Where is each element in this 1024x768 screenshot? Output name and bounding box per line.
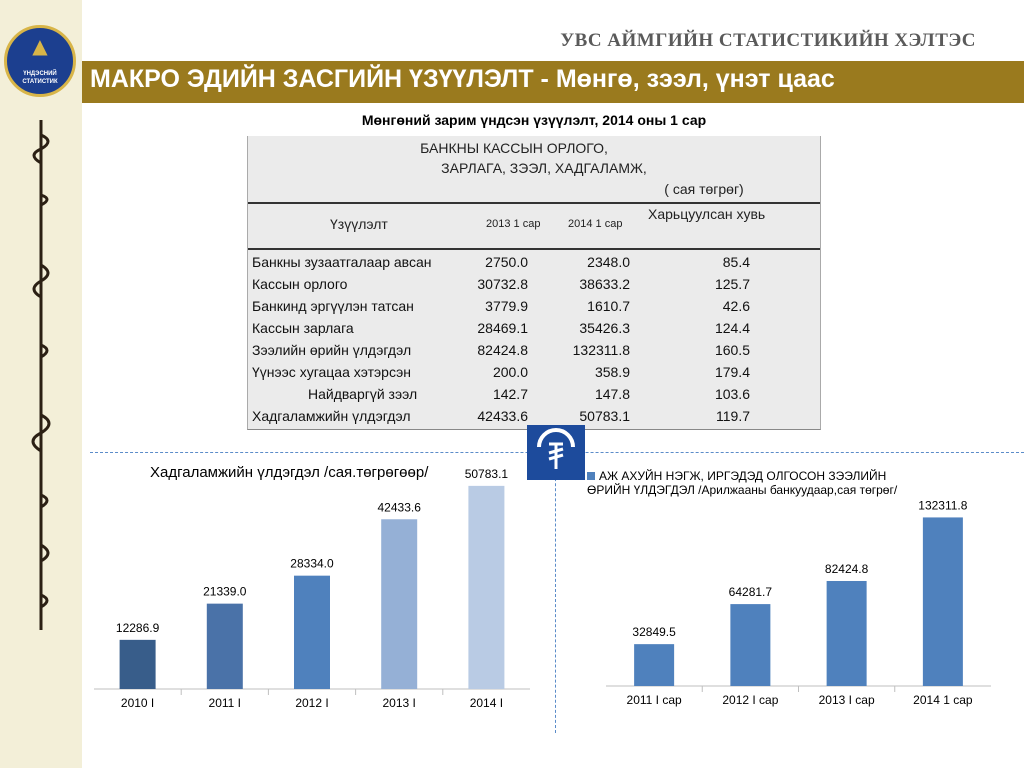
table-row	[248, 318, 820, 340]
row-value-2013: 28469.1	[477, 320, 528, 336]
row-percent: 42.6	[722, 298, 750, 314]
row-value-2013: 42433.6	[477, 408, 528, 424]
bar-0	[634, 644, 674, 686]
row-name: Зээлийн өрийн үлдэгдэл	[252, 342, 412, 358]
category-label-1: 2011 I	[208, 696, 242, 710]
data-label-1: 21339.0	[203, 584, 247, 599]
row-name: Найдваргүй зээл	[308, 386, 418, 402]
category-label-2: 2013 I сар	[818, 693, 875, 707]
category-label-2: 2012 I	[295, 696, 329, 710]
col-header-2014: 2014 1 сар	[568, 218, 623, 230]
bar-4	[468, 486, 504, 689]
data-label-3: 42433.6	[377, 500, 421, 515]
bar-3	[381, 519, 417, 689]
row-percent: 179.4	[714, 364, 750, 380]
category-label-0: 2010 I	[120, 696, 155, 710]
bar-3	[923, 517, 963, 686]
row-name: Кассын орлого	[252, 276, 348, 292]
table-heading-line-3: ( сая төгрөг)	[664, 181, 744, 197]
data-label-4: 50783.1	[464, 466, 509, 481]
logo-text: ҮНДЭСНИЙ СТАТИСТИК	[22, 71, 58, 85]
table-caption: Мөнгөний зарим үндсэн үзүүлэлт, 2014 оны 1 сар	[361, 112, 707, 128]
row-percent: 160.5	[714, 342, 750, 358]
row-name: Банкны зузаатгалаар авсан	[252, 254, 432, 270]
legend-swatch	[587, 472, 595, 480]
row-value-2013: 142.7	[492, 386, 528, 402]
vertical-divider	[555, 453, 556, 733]
money-indicators-table	[247, 136, 821, 430]
row-value-2013: 30732.8	[477, 276, 528, 292]
row-value-2014: 358.9	[594, 364, 630, 380]
row-percent: 103.6	[714, 386, 750, 402]
data-label-3: 132311.8	[918, 498, 968, 513]
row-value-2014: 50783.1	[579, 408, 630, 424]
banner-title: МАКРО ЭДИЙН ЗАСГИЙН ҮЗҮҮЛЭЛТ - Мөнгө, зээл, үнэт цаас	[90, 65, 835, 93]
row-percent: 119.7	[716, 408, 750, 424]
row-name: Кассын зарлага	[252, 320, 354, 336]
national-statistics-logo	[4, 25, 76, 97]
table-heading-line-1: БАНКНЫ КАССЫН ОРЛОГО,	[420, 140, 608, 156]
row-percent: 124.4	[714, 320, 750, 336]
table-row	[248, 384, 820, 406]
row-name: Хадгаламжийн үлдэгдэл	[252, 408, 411, 424]
row-percent: 125.7	[714, 276, 750, 292]
chart1-title: Хадгаламжийн үлдэгдэл /сая.төгрөгөөр/	[150, 464, 429, 481]
table-row	[248, 274, 820, 296]
category-label-0: 2011 I сар	[626, 693, 682, 707]
row-value-2013: 200.0	[492, 364, 528, 380]
row-name: Үүнээс хугацаа хэтэрсэн	[252, 364, 411, 380]
table-column-headers	[248, 202, 820, 250]
title-banner	[82, 61, 1024, 103]
row-value-2014: 132311.8	[572, 342, 630, 358]
bar-0	[120, 640, 156, 689]
org-title: УВС АЙМГИЙН СТАТИСТИКИЙН ХЭЛТЭС	[560, 30, 976, 51]
row-value-2014: 147.8	[594, 386, 630, 402]
row-value-2014: 2348.0	[587, 254, 630, 270]
table-row	[248, 252, 820, 274]
category-label-3: 2013 I	[382, 696, 416, 710]
row-value-2013: 3779.9	[485, 298, 528, 314]
soyombo-icon: ▲	[32, 34, 48, 58]
category-label-3: 2014 1 сар	[913, 693, 973, 707]
bar-1	[730, 604, 770, 686]
row-value-2013: 2750.0	[485, 254, 528, 270]
table-row	[248, 362, 820, 384]
data-label-1: 64281.7	[728, 585, 773, 600]
loan-balance-chart	[600, 490, 1000, 720]
table-row	[248, 340, 820, 362]
table-heading-line-2: ЗАРЛАГА, ЗЭЭЛ, ХАДГАЛАМЖ,	[441, 160, 647, 176]
row-name: Банкинд эргүүлэн татсан	[252, 298, 414, 314]
row-value-2014: 38633.2	[579, 276, 630, 292]
bar-2	[294, 576, 330, 689]
col-header-indicator: Үзүүлэлт	[330, 216, 388, 232]
data-label-2: 82424.8	[824, 561, 869, 576]
row-value-2014: 1610.7	[587, 298, 630, 314]
data-label-2: 28334.0	[290, 556, 334, 571]
tugrik-currency-icon	[527, 425, 585, 480]
chart2-legend-text: АЖ АХУЙН НЭГЖ, ИРГЭДЭД ОЛГОСОН ЗЭЭЛИЙН ӨРИЙН ҮЛДЭГДЭЛ /Арилжааны банкуудаар,сая төгрөг/	[587, 469, 898, 497]
table-row	[248, 296, 820, 318]
data-label-0: 12286.9	[115, 620, 160, 635]
col-header-ratio: Харьцуулсан хувь	[648, 206, 766, 222]
row-percent: 85.4	[722, 254, 750, 270]
left-decorative-sidebar	[0, 0, 82, 768]
row-value-2014: 35426.3	[579, 320, 630, 336]
table-heading	[248, 136, 820, 204]
data-label-0: 32849.5	[632, 625, 676, 640]
category-label-1: 2012 I сар	[722, 693, 779, 707]
bar-1	[207, 604, 243, 689]
row-value-2013: 82424.8	[477, 342, 528, 358]
category-label-4: 2014 I	[469, 696, 504, 710]
mongolian-script-decoration	[18, 115, 64, 635]
col-header-2013: 2013 1 сар	[486, 218, 541, 230]
bar-2	[827, 581, 867, 686]
